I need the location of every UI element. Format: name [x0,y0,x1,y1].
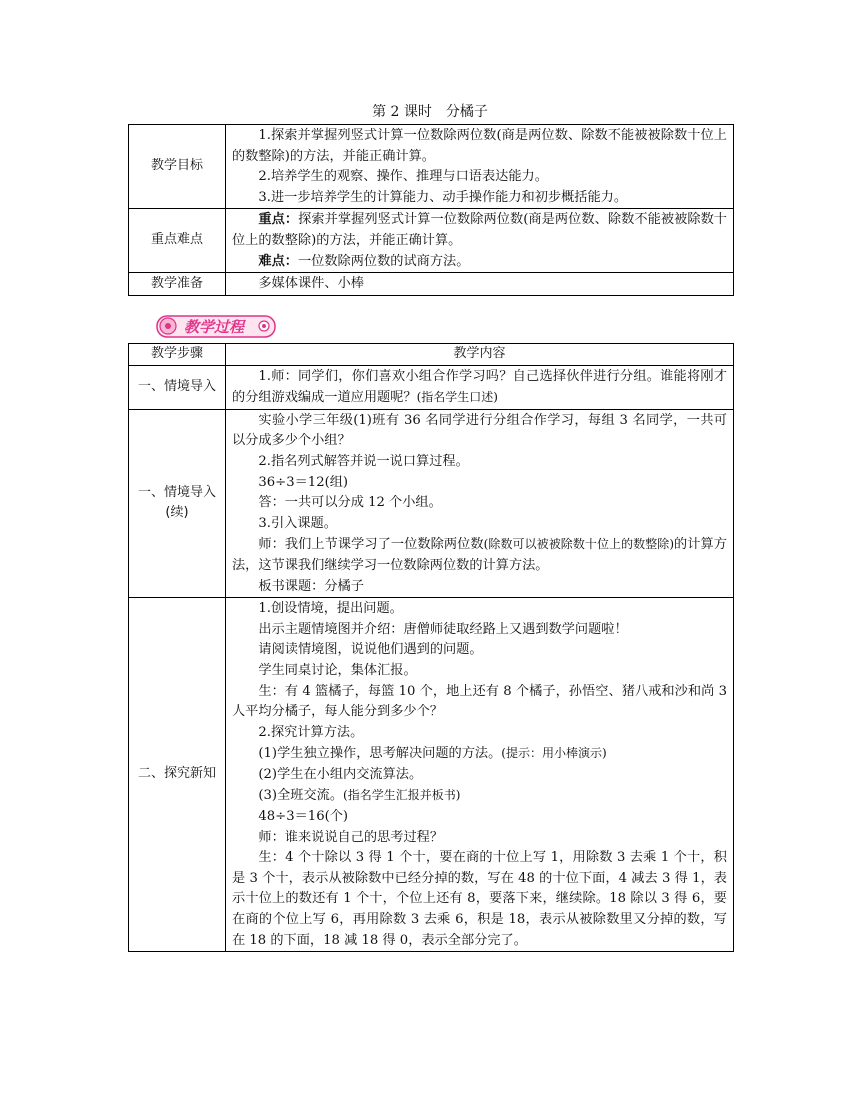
step-label: 一、情境导入 [129,365,226,409]
step-content [226,598,734,952]
difficulty-text: 一位数除两位数的试商方法。 [297,253,470,269]
col-content-header: 教学内容 [226,344,734,366]
content-paragraph: 出示主题情境图并介绍：唐僧师徒取经路上又遇到数学问题啦！ [258,621,628,637]
content-paragraph: 学生同桌讨论，集体汇报。 [258,662,417,678]
content-paragraph: 1.创设情境，提出问题。 [258,601,403,617]
process-table [128,343,734,952]
step-content [226,365,734,409]
content-paragraph: 3.引入课题。 [258,515,337,531]
teaching-process-banner [156,313,278,339]
step-label: 一、情境导入 (续) [129,409,226,597]
goal-item: 2.培养学生的观察、操作、推理与口语表达能力。 [258,169,548,185]
content-paragraph: (1)学生独立操作，思考解决问题的方法。(提示：用小棒演示) [258,746,607,762]
step-content [226,409,734,597]
content-paragraph: 师：我们上节课学习了一位数除两位数(除数可以被被除数十位上的数整除)的计算方法，这节课我们继续学习一位数除两位数的计算方法。 [232,537,727,573]
content-paragraph: 2.探究计算方法。 [258,724,364,740]
process-header-row [129,344,734,366]
keypoints-cell [226,209,734,273]
banner-label: 教学过程 [183,318,245,336]
content-paragraph: 2.指名列式解答并说一说口算过程。 [258,453,469,469]
key-point [232,210,727,251]
prep-row [129,273,734,296]
content-paragraph: 答：一共可以分成 12 个小组。 [258,495,442,511]
content-paragraph: (3)全班交流。(指名学生汇报并板书) [258,788,461,804]
process-row [129,365,734,409]
content-paragraph: 师：谁来说说自己的思考过程？ [258,829,444,845]
goal-item: 3.进一步培养学生的计算能力、动手操作能力和初步概括能力。 [258,189,628,205]
content-paragraph: 生：有 4 篮橘子，每篮 10 个，地上还有 8 个橘子，孙悟空、猪八戒和沙和尚 3 人平均分橘子，每人能分到多少个？ [232,683,727,720]
difficulty-point [232,252,727,273]
page-title: 第 2 课时 分橘子 [372,104,488,120]
key-label: 重点： [258,212,299,228]
content-paragraph: 1.师：同学们，你们喜欢小组合作学习吗？自己选择伙伴进行分组。谁能将刚才的分组游戏编成一道应用题呢？(指名学生口述) [232,368,727,406]
col-step-header: 教学步骤 [129,344,226,366]
keypoints-label: 重点难点 [129,209,226,273]
content-paragraph: (2)学生在小组内交流算法。 [258,766,423,782]
keypoints-row [129,209,734,273]
info-table [128,124,734,296]
content-paragraph: 生：4 个十除以 3 得 1 个十，要在商的十位上写 1，用除数 3 去乘 1 个十，积是 3 个十，表示从被除数中已经分掉的数，写在 48 的十位下面，4 减去 3 得 1，表示十位上的数还有 1 个十，个位上还有 8，要落下来，继续除。18 除以 3 得 6，要在商的个位上写 6，再用除数 3 去乘 6，积是 18，表示从被除数里又分掉的数，写在 18 的下面，18 减 18 得 0，表示全部分完了。 [232,850,727,948]
process-row [129,409,734,597]
content-paragraph: 48÷3＝16(个) [258,809,349,825]
goals-cell [226,125,734,209]
prep-text: 多媒体课件、小棒 [258,276,364,292]
content-paragraph: 36÷3＝12(组) [258,474,349,490]
prep-label: 教学准备 [129,273,226,296]
goals-label: 教学目标 [129,125,226,209]
goals-row [129,125,734,209]
process-row [129,598,734,952]
content-paragraph: 实验小学三年级(1)班有 36 名同学进行分组合作学习，每组 3 名同学，一共可以分成多少个小组？ [232,412,727,449]
step-label: 二、探究新知 [129,598,226,952]
key-text: 探索并掌握列竖式计算一位数除两位数(商是两位数、除数不能被被除数十位上的数整除)的方法，并能正确计算。 [232,212,727,248]
prep-cell [226,273,734,296]
goal-item: 1.探索并掌握列竖式计算一位数除两位数(商是两位数、除数不能被被除数十位上的数整除)的方法，并能正确计算。 [232,128,727,164]
content-paragraph: 请阅读情境图，说说他们遇到的问题。 [258,642,483,658]
difficulty-label: 难点： [258,253,298,269]
content-paragraph: 板书课题：分橘子 [258,578,364,594]
